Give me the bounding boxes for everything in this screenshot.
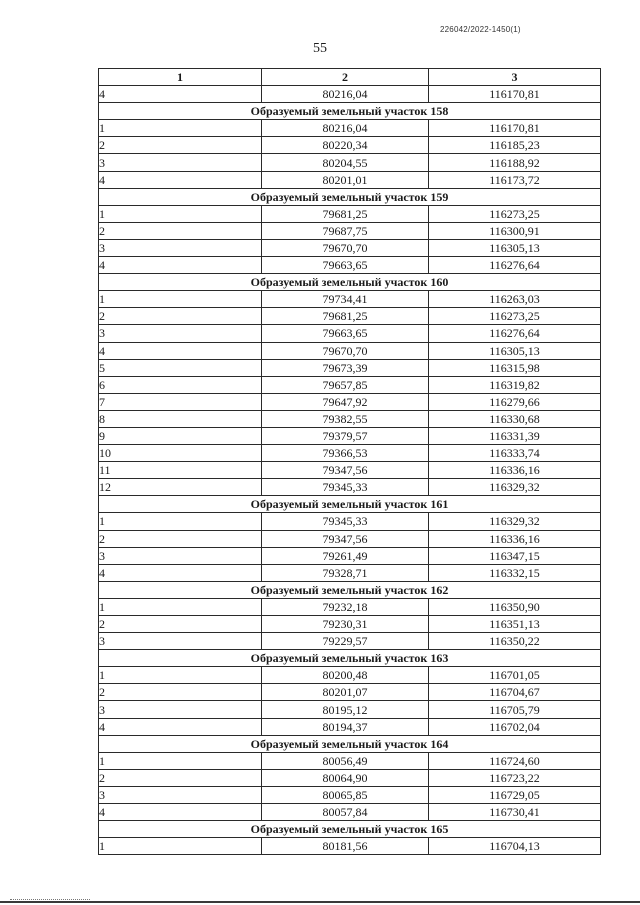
coordinate-y: 116704,67	[429, 684, 601, 701]
table-row	[99, 786, 601, 803]
table-row	[99, 239, 601, 256]
coordinate-y: 116273,25	[429, 308, 601, 325]
table-row	[99, 684, 601, 701]
coordinate-x: 79347,56	[262, 462, 429, 479]
table-body	[99, 86, 601, 855]
coordinate-x: 79379,57	[262, 427, 429, 444]
section-header-row	[99, 581, 601, 598]
coordinate-x: 80064,90	[262, 769, 429, 786]
table-row	[99, 205, 601, 222]
point-number: 3	[99, 786, 262, 803]
coordinate-x: 79663,65	[262, 257, 429, 274]
coordinate-x: 79647,92	[262, 393, 429, 410]
point-number: 2	[99, 616, 262, 633]
point-number: 4	[99, 564, 262, 581]
table-row	[99, 718, 601, 735]
point-number: 1	[99, 120, 262, 137]
point-number: 10	[99, 445, 262, 462]
coordinate-x: 79345,33	[262, 479, 429, 496]
point-number: 3	[99, 701, 262, 718]
column-header-2: 2	[262, 69, 429, 86]
coordinate-y: 116702,04	[429, 718, 601, 735]
table-row	[99, 222, 601, 239]
coordinate-y: 116701,05	[429, 667, 601, 684]
table-row	[99, 393, 601, 410]
point-number: 2	[99, 222, 262, 239]
table-row	[99, 410, 601, 427]
table-header-row	[99, 69, 601, 86]
coordinate-x: 80194,37	[262, 718, 429, 735]
coordinate-y: 116315,98	[429, 359, 601, 376]
coordinate-y: 116350,90	[429, 598, 601, 615]
coordinate-y: 116704,13	[429, 838, 601, 855]
point-number: 4	[99, 257, 262, 274]
point-number: 9	[99, 427, 262, 444]
point-number: 8	[99, 410, 262, 427]
section-title: Образуемый земельный участок 164	[99, 735, 601, 752]
table-row	[99, 598, 601, 615]
point-number: 1	[99, 598, 262, 615]
table-row	[99, 701, 601, 718]
table-row	[99, 479, 601, 496]
coordinate-y: 116723,22	[429, 769, 601, 786]
column-header-1: 1	[99, 69, 262, 86]
point-number: 1	[99, 205, 262, 222]
point-number: 1	[99, 838, 262, 855]
section-header-row	[99, 274, 601, 291]
coordinate-x: 79345,33	[262, 513, 429, 530]
coordinate-x: 79663,65	[262, 325, 429, 342]
point-number: 3	[99, 325, 262, 342]
coordinate-y: 116329,32	[429, 513, 601, 530]
table-row	[99, 838, 601, 855]
table-row	[99, 291, 601, 308]
section-title: Образуемый земельный участок 165	[99, 821, 601, 838]
coordinate-y: 116329,32	[429, 479, 601, 496]
section-header-row	[99, 735, 601, 752]
coordinate-x: 79681,25	[262, 308, 429, 325]
point-number: 4	[99, 804, 262, 821]
coordinate-y: 116347,15	[429, 547, 601, 564]
table-row	[99, 359, 601, 376]
point-number: 2	[99, 530, 262, 547]
page-number: 55	[313, 41, 327, 56]
section-title: Образуемый земельный участок 159	[99, 188, 601, 205]
coordinate-x: 80181,56	[262, 838, 429, 855]
table-row	[99, 120, 601, 137]
coordinate-y: 116263,03	[429, 291, 601, 308]
coordinate-y: 116330,68	[429, 410, 601, 427]
coordinate-y: 116729,05	[429, 786, 601, 803]
point-number: 2	[99, 308, 262, 325]
section-title: Образуемый земельный участок 160	[99, 274, 601, 291]
table-row	[99, 667, 601, 684]
point-number: 4	[99, 342, 262, 359]
table-row	[99, 769, 601, 786]
coordinate-y: 116273,25	[429, 205, 601, 222]
coordinate-x: 80220,34	[262, 137, 429, 154]
coordinate-x: 79366,53	[262, 445, 429, 462]
table-row	[99, 513, 601, 530]
coordinate-y: 116350,22	[429, 633, 601, 650]
coordinate-x: 80056,49	[262, 752, 429, 769]
table-row	[99, 616, 601, 633]
coordinate-y: 116705,79	[429, 701, 601, 718]
table-row	[99, 564, 601, 581]
coordinate-y: 116305,13	[429, 342, 601, 359]
coordinates-table	[98, 68, 601, 855]
coordinate-x: 80204,55	[262, 154, 429, 171]
coordinate-x: 79328,71	[262, 564, 429, 581]
point-number: 12	[99, 479, 262, 496]
coordinate-x: 79681,25	[262, 205, 429, 222]
coordinate-x: 80065,85	[262, 786, 429, 803]
coordinate-x: 80200,48	[262, 667, 429, 684]
coordinate-x: 80195,12	[262, 701, 429, 718]
point-number: 3	[99, 154, 262, 171]
coordinate-x: 79734,41	[262, 291, 429, 308]
point-number: 11	[99, 462, 262, 479]
coordinate-y: 116730,41	[429, 804, 601, 821]
coordinate-x: 79261,49	[262, 547, 429, 564]
section-header-row	[99, 188, 601, 205]
coordinate-y: 116724,60	[429, 752, 601, 769]
table-row	[99, 171, 601, 188]
coordinate-y: 116276,64	[429, 325, 601, 342]
table-row	[99, 308, 601, 325]
section-header-row	[99, 103, 601, 120]
coordinate-y: 116305,13	[429, 239, 601, 256]
table-row	[99, 530, 601, 547]
coordinate-y: 116276,64	[429, 257, 601, 274]
section-header-row	[99, 650, 601, 667]
table-row	[99, 154, 601, 171]
point-number: 4	[99, 718, 262, 735]
point-number: 2	[99, 769, 262, 786]
table-row	[99, 547, 601, 564]
coordinate-x: 80057,84	[262, 804, 429, 821]
table-row	[99, 376, 601, 393]
coordinate-x: 79232,18	[262, 598, 429, 615]
coordinate-x: 79670,70	[262, 342, 429, 359]
section-header-row	[99, 821, 601, 838]
coordinate-y: 116170,81	[429, 120, 601, 137]
point-number: 5	[99, 359, 262, 376]
coordinate-y: 116336,16	[429, 462, 601, 479]
section-title: Образуемый земельный участок 161	[99, 496, 601, 513]
table-row	[99, 445, 601, 462]
section-title: Образуемый земельный участок 158	[99, 103, 601, 120]
section-header-row	[99, 496, 601, 513]
column-header-3: 3	[429, 69, 601, 86]
coordinate-y: 116333,74	[429, 445, 601, 462]
table-row	[99, 257, 601, 274]
point-number: 2	[99, 137, 262, 154]
point-number: 3	[99, 547, 262, 564]
coordinate-x: 80201,07	[262, 684, 429, 701]
section-title: Образуемый земельный участок 162	[99, 581, 601, 598]
coordinate-y: 116351,13	[429, 616, 601, 633]
coordinate-x: 79382,55	[262, 410, 429, 427]
coordinate-x: 80216,04	[262, 86, 429, 103]
coordinate-x: 80201,01	[262, 171, 429, 188]
table-row	[99, 804, 601, 821]
coordinate-x: 79347,56	[262, 530, 429, 547]
coordinate-x: 79229,57	[262, 633, 429, 650]
point-number: 1	[99, 667, 262, 684]
coordinate-y: 116170,81	[429, 86, 601, 103]
point-number: 4	[99, 171, 262, 188]
table-row	[99, 752, 601, 769]
point-number: 1	[99, 752, 262, 769]
table-row	[99, 325, 601, 342]
coordinate-y: 116279,66	[429, 393, 601, 410]
point-number: 6	[99, 376, 262, 393]
coordinate-x: 79673,39	[262, 359, 429, 376]
point-number: 3	[99, 633, 262, 650]
point-number: 1	[99, 291, 262, 308]
coordinate-y: 116188,92	[429, 154, 601, 171]
point-number: 7	[99, 393, 262, 410]
section-title: Образуемый земельный участок 163	[99, 650, 601, 667]
coordinate-y: 116300,91	[429, 222, 601, 239]
coordinate-x: 79687,75	[262, 222, 429, 239]
table-row	[99, 427, 601, 444]
document-id: 226042/2022-1450(1)	[440, 25, 521, 34]
point-number: 3	[99, 239, 262, 256]
coordinate-y: 116331,39	[429, 427, 601, 444]
table-row	[99, 633, 601, 650]
coordinate-x: 80216,04	[262, 120, 429, 137]
point-number: 1	[99, 513, 262, 530]
coordinate-y: 116173,72	[429, 171, 601, 188]
table-row	[99, 86, 601, 103]
coordinate-y: 116332,15	[429, 564, 601, 581]
point-number: 4	[99, 86, 262, 103]
point-number: 2	[99, 684, 262, 701]
table-row	[99, 342, 601, 359]
coordinate-x: 79670,70	[262, 239, 429, 256]
coordinate-y: 116185,23	[429, 137, 601, 154]
coordinate-x: 79230,31	[262, 616, 429, 633]
coordinate-y: 116336,16	[429, 530, 601, 547]
bottom-edge-line	[0, 901, 640, 903]
table-row	[99, 137, 601, 154]
coordinate-x: 79657,85	[262, 376, 429, 393]
table-row	[99, 462, 601, 479]
coordinate-y: 116319,82	[429, 376, 601, 393]
